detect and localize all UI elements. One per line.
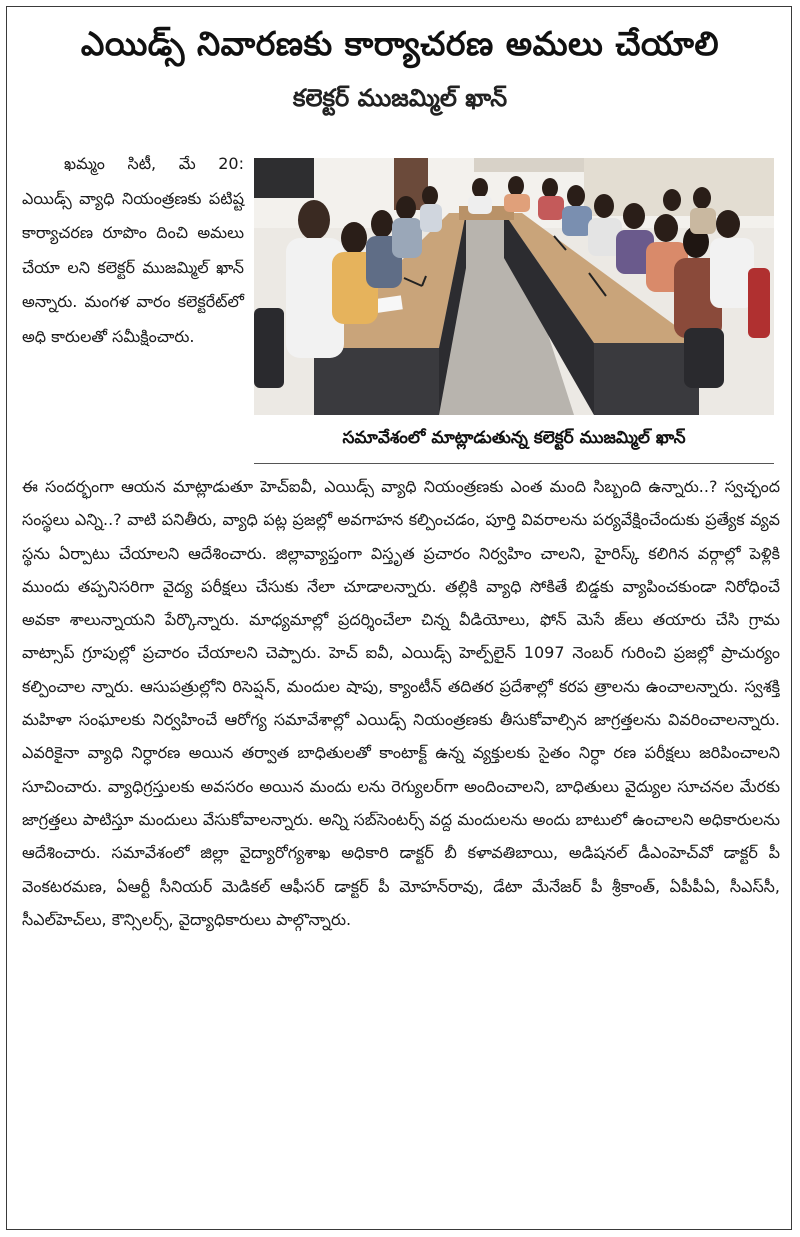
photo-caption: సమావేశంలో మాట్లాడుతున్న కలెక్టర్ ముజమ్మిల్ ఖాన్ <box>342 428 686 448</box>
article-subheadline: కలెక్టర్ ముజమ్మిల్ ఖాన్ <box>292 84 508 112</box>
caption-rule <box>254 463 774 464</box>
lead-paragraph: ఖమ్మం సిటీ, మే 20: ఎయిడ్స్ వ్యాధి నియంత్రణకు పటిష్ట కార్యాచరణ రూపొం దించి అమలు చేయా లని కలెక్టర్ ముజమ్మిల్ ఖాన్ అన్నారు. మంగళ వారం కలెక్టరేట్‌లో అధి కారులతో సమీక్షించారు. <box>22 154 244 346</box>
lead-column <box>22 147 244 354</box>
article-headline: ఎయిడ్స్ నివారణకు కార్యాచరణ అమలు చేయాలి <box>80 24 720 63</box>
meeting-photo <box>254 158 774 415</box>
body-column <box>22 470 780 936</box>
body-paragraph: ఈ సందర్భంగా ఆయన మాట్లాడుతూ హెచ్ఐవీ, ఎయిడ్స్ వ్యాధి నియంత్రణకు ఎంత మంది సిబ్బంది ఉన్నారు..? స్వచ్ఛంద సంస్థలు ఎన్ని..? వాటి పనితీరు, వ్యాధి పట్ల ప్రజల్లో అవగాహన కల్పించడం, పూర్తి వివరాలను పర్యవేక్షించేందుకు ప్రత్యేక వ్యవ స్థను ఏర్పాటు చేయాలని ఆదేశించారు. జిల్లావ్యాప్తంగా విస్తృత ప్రచారం నిర్వహిం చాలని, హైరిస్క్ కలిగిన వర్గాల్లో పెళ్లికి ముందు తప్పనిసరిగా వైద్య పరీక్షలు చేసుకు నేలా చూడాలన్నారు. తల్లికి వ్యాధి సోకితే బిడ్డకు వ్యాపించకుండా నిరోధించే అవకా శాలున్నాయని పేర్కొన్నారు. మాధ్యమాల్లో ప్రదర్శించేలా చిన్న వీడియోలు, ఫోన్ మెసే జ్‌లు తయారు చేసి గ్రామ వాట్సాప్ గ్రూపుల్లో ప్రచారం చేయాలని చెప్పారు. హెచ్ ఐవీ, ఎయిడ్స్ హెల్ప్‌లైన్ 1097 నెంబర్ గురించి ప్రజల్లో ప్రాచుర్యం కల్పించాల న్నారు. ఆసుపత్రుల్లోని రిసెప్షన్, మందుల షాపు, క్యాంటీన్ తదితర ప్రదేశాల్లో కరప త్రాలను ఉంచాలన్నారు. స్వశక్తి మహిళా సంఘాలకు నిర్వహించే ఆరోగ్య సమావేశాల్లో ఎయిడ్స్ నియంత్రణకు తీసుకోవాల్సిన జాగ్రత్తలను వివరించాలన్నారు. ఎవరికైనా వ్యాధి నిర్ధారణ అయిన తర్వాత బాధితులతో కాంటాక్ట్ ఉన్న వ్యక్తులకు సైతం నిర్ధా రణ పరీక్షలు జరిపించాలని సూచించారు. వ్యాధిగ్రస్తులకు అవసరం అయిన మందు లను రెగ్యులర్‌గా అందించాలని, బాధితులు వైద్యుల సూచనల మేరకు జాగ్రత్తలు పాటిస్తూ మందులు వేసుకోవాలన్నారు. అన్ని సబ్‌సెంటర్స్ వద్ద మందులను అందు బాటులో ఉంచాలని అధికారులను ఆదేశించారు. సమావేశంలో జిల్లా వైద్యారోగ్యశాఖ అధికారి డాక్టర్ బీ కళావతిబాయి, అడిషనల్ డీఎంహెచ్‌వో డాక్టర్ పీ వెంకటరమణ, ఏఆర్టీ సీనియర్ మెడికల్ ఆఫీసర్ డాక్టర్ పీ మోహన్‌రావు, డేటా మేనేజర్ పీ శ్రీకాంత్, ఏపీపీఏ, సీఎస్‌సీ, సీఎల్‌హెచ్‌లు, కౌన్సిలర్స్, వైద్యాధికారులు పాల్గొన్నారు. <box>22 477 780 929</box>
